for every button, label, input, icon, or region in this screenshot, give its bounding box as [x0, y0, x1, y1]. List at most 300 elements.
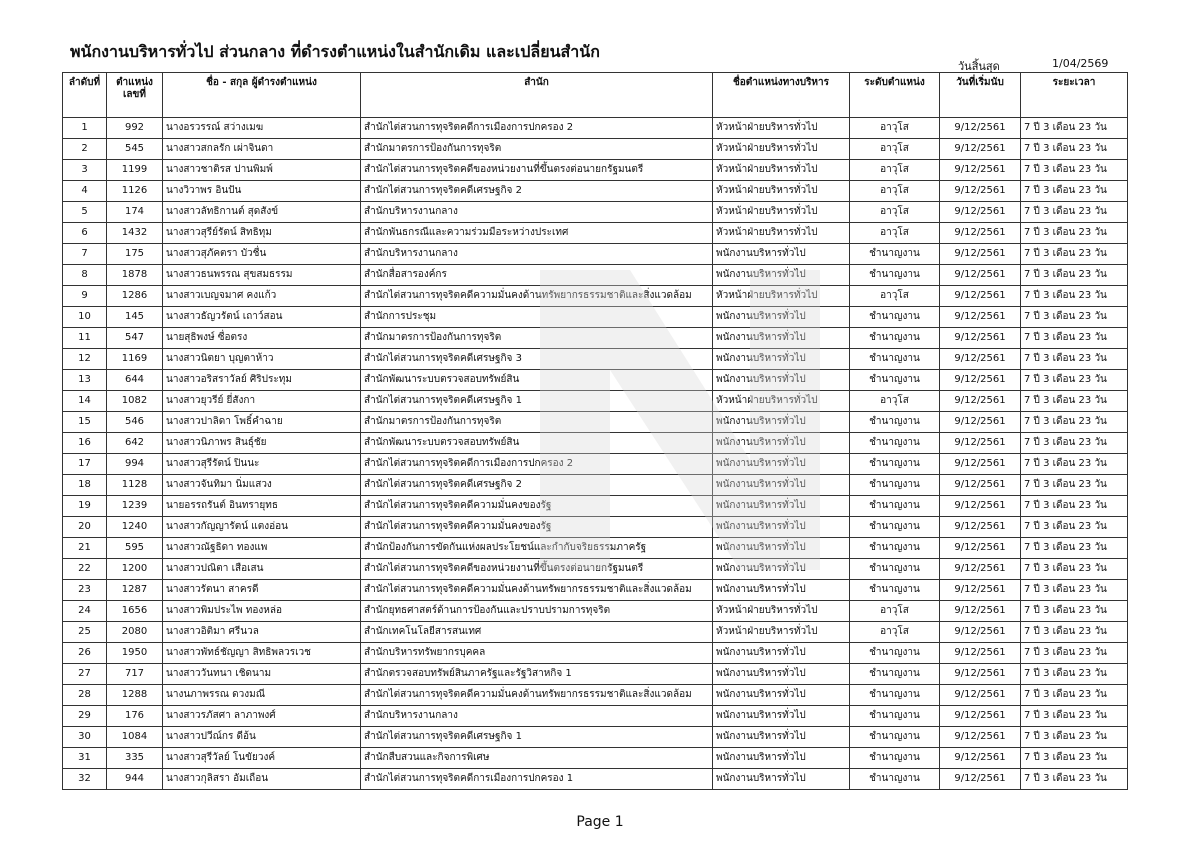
table-header-row: [63, 73, 1128, 118]
cell-name: นางสาวอริสราวัลย์ ศิริประทุม: [163, 370, 361, 391]
table-row: [63, 433, 1128, 454]
cell-no: 25: [63, 622, 107, 643]
cell-name: นางสาวสุภัคตรา บัวชื่น: [163, 244, 361, 265]
table-row: [63, 685, 1128, 706]
cell-name: นางอรวรรณ์ สว่างเมฆ: [163, 118, 361, 139]
cell-duration: 7 ปี 3 เดือน 23 วัน: [1021, 349, 1128, 370]
cell-duration: 7 ปี 3 เดือน 23 วัน: [1021, 517, 1128, 538]
table-row: [63, 370, 1128, 391]
cell-duration: 7 ปี 3 เดือน 23 วัน: [1021, 601, 1128, 622]
cell-level: ชำนาญงาน: [850, 664, 940, 685]
cell-position-number: 1084: [107, 727, 163, 748]
cell-start-date: 9/12/2561: [940, 223, 1021, 244]
table-row: [63, 538, 1128, 559]
table-row: [63, 706, 1128, 727]
cell-office: สำนักไต่สวนการทุจริตคดีเศรษฐกิจ 1: [361, 391, 713, 412]
cell-office: สำนักยุทธศาสตร์ด้านการป้องกันและปราบปรามการทุจริต: [361, 601, 713, 622]
cell-level: ชำนาญงาน: [850, 433, 940, 454]
cell-no: 1: [63, 118, 107, 139]
cell-level: อาวุโส: [850, 181, 940, 202]
table-row: [63, 769, 1128, 790]
cell-admin-position: หัวหน้าฝ่ายบริหารทั่วไป: [713, 202, 850, 223]
header-name: ชื่อ - สกุล ผู้ดำรงตำแหน่ง: [163, 73, 361, 118]
table-row: [63, 454, 1128, 475]
table-row: [63, 349, 1128, 370]
cell-position-number: 644: [107, 370, 163, 391]
cell-office: สำนักไต่สวนการทุจริตคดีการเมืองการปกครอง 1: [361, 769, 713, 790]
cell-admin-position: พนักงานบริหารทั่วไป: [713, 454, 850, 475]
cell-office: สำนักสืบสวนและกิจการพิเศษ: [361, 748, 713, 769]
cell-position-number: 1199: [107, 160, 163, 181]
table-row: [63, 286, 1128, 307]
cell-office: สำนักบริหารงานกลาง: [361, 244, 713, 265]
cell-duration: 7 ปี 3 เดือน 23 วัน: [1021, 244, 1128, 265]
cell-no: 3: [63, 160, 107, 181]
table-row: [63, 475, 1128, 496]
cell-admin-position: พนักงานบริหารทั่วไป: [713, 349, 850, 370]
cell-admin-position: หัวหน้าฝ่ายบริหารทั่วไป: [713, 139, 850, 160]
cell-position-number: 642: [107, 433, 163, 454]
cell-duration: 7 ปี 3 เดือน 23 วัน: [1021, 181, 1128, 202]
cell-duration: 7 ปี 3 เดือน 23 วัน: [1021, 328, 1128, 349]
cell-start-date: 9/12/2561: [940, 538, 1021, 559]
cell-duration: 7 ปี 3 เดือน 23 วัน: [1021, 496, 1128, 517]
cell-start-date: 9/12/2561: [940, 412, 1021, 433]
cell-name: นางสาวอิติมา ศรีนวล: [163, 622, 361, 643]
cell-no: 28: [63, 685, 107, 706]
cell-name: นางสาววันทนา เชิดนาม: [163, 664, 361, 685]
cell-duration: 7 ปี 3 เดือน 23 วัน: [1021, 685, 1128, 706]
cell-no: 22: [63, 559, 107, 580]
cell-level: ชำนาญงาน: [850, 454, 940, 475]
cell-start-date: 9/12/2561: [940, 559, 1021, 580]
cell-admin-position: หัวหน้าฝ่ายบริหารทั่วไป: [713, 181, 850, 202]
cell-no: 19: [63, 496, 107, 517]
cell-duration: 7 ปี 3 เดือน 23 วัน: [1021, 223, 1128, 244]
cell-duration: 7 ปี 3 เดือน 23 วัน: [1021, 580, 1128, 601]
cell-duration: 7 ปี 3 เดือน 23 วัน: [1021, 706, 1128, 727]
cell-admin-position: พนักงานบริหารทั่วไป: [713, 580, 850, 601]
cell-duration: 7 ปี 3 เดือน 23 วัน: [1021, 769, 1128, 790]
cell-start-date: 9/12/2561: [940, 244, 1021, 265]
cell-admin-position: พนักงานบริหารทั่วไป: [713, 559, 850, 580]
cell-office: สำนักพันธกรณีและความร่วมมือระหว่างประเทศ: [361, 223, 713, 244]
cell-start-date: 9/12/2561: [940, 664, 1021, 685]
table-row: [63, 559, 1128, 580]
cell-office: สำนักตรวจสอบทรัพย์สินภาครัฐและรัฐวิสาหกิจ 1: [361, 664, 713, 685]
cell-office: สำนักไต่สวนการทุจริตคดีเศรษฐกิจ 2: [361, 181, 713, 202]
header-duration: ระยะเวลา: [1021, 73, 1128, 118]
cell-admin-position: หัวหน้าฝ่ายบริหารทั่วไป: [713, 160, 850, 181]
cell-start-date: 9/12/2561: [940, 265, 1021, 286]
cell-name: นางสาวนิตยา บุญตาห้าว: [163, 349, 361, 370]
cell-no: 29: [63, 706, 107, 727]
cell-name: นางวิวาพร อินปัน: [163, 181, 361, 202]
cell-office: สำนักไต่สวนการทุจริตคดีเศรษฐกิจ 1: [361, 727, 713, 748]
cell-start-date: 9/12/2561: [940, 748, 1021, 769]
cell-name: นางสาวพิมประไพ ทองหล่อ: [163, 601, 361, 622]
cell-position-number: 1128: [107, 475, 163, 496]
cell-level: อาวุโส: [850, 286, 940, 307]
header-office: สำนัก: [361, 73, 713, 118]
cell-duration: 7 ปี 3 เดือน 23 วัน: [1021, 265, 1128, 286]
personnel-table: [62, 72, 1128, 790]
cell-office: สำนักบริหารงานกลาง: [361, 202, 713, 223]
cell-start-date: 9/12/2561: [940, 517, 1021, 538]
cell-name: นางสาวยุวรีย์ ยี่สังกา: [163, 391, 361, 412]
cell-admin-position: พนักงานบริหารทั่วไป: [713, 475, 850, 496]
cell-admin-position: พนักงานบริหารทั่วไป: [713, 727, 850, 748]
cell-position-number: 944: [107, 769, 163, 790]
cell-level: ชำนาญงาน: [850, 685, 940, 706]
cell-duration: 7 ปี 3 เดือน 23 วัน: [1021, 139, 1128, 160]
cell-name: นางสาวนิภาพร สินธุ์ชัย: [163, 433, 361, 454]
cell-start-date: 9/12/2561: [940, 601, 1021, 622]
cell-name: นางสาวลัทธิกานต์ สุดสังข์: [163, 202, 361, 223]
cell-no: 7: [63, 244, 107, 265]
cell-level: อาวุโส: [850, 601, 940, 622]
cell-admin-position: หัวหน้าฝ่ายบริหารทั่วไป: [713, 286, 850, 307]
table-row: [63, 244, 1128, 265]
cell-office: สำนักบริหารทรัพยากรบุคคล: [361, 643, 713, 664]
cell-duration: 7 ปี 3 เดือน 23 วัน: [1021, 475, 1128, 496]
cell-level: อาวุโส: [850, 118, 940, 139]
cell-duration: 7 ปี 3 เดือน 23 วัน: [1021, 664, 1128, 685]
cell-office: สำนักไต่สวนการทุจริตคดีความมั่นคงด้านทรัพยากรธรรมชาติและสิ่งแวดล้อม: [361, 286, 713, 307]
cell-start-date: 9/12/2561: [940, 286, 1021, 307]
table-row: [63, 664, 1128, 685]
cell-admin-position: พนักงานบริหารทั่วไป: [713, 685, 850, 706]
table-row: [63, 580, 1128, 601]
cell-admin-position: พนักงานบริหารทั่วไป: [713, 307, 850, 328]
cell-position-number: 1126: [107, 181, 163, 202]
table-row: [63, 307, 1128, 328]
table-row: [63, 622, 1128, 643]
table-row: [63, 601, 1128, 622]
table-row: [63, 118, 1128, 139]
cell-admin-position: พนักงานบริหารทั่วไป: [713, 664, 850, 685]
cell-name: นางสาวปวีณ์กร ดีอ้น: [163, 727, 361, 748]
as-of-value: 1/04/2569: [1052, 57, 1109, 70]
cell-start-date: 9/12/2561: [940, 202, 1021, 223]
cell-admin-position: พนักงานบริหารทั่วไป: [713, 769, 850, 790]
table-row: [63, 727, 1128, 748]
cell-no: 8: [63, 265, 107, 286]
cell-office: สำนักไต่สวนการทุจริตคดีความมั่นคงด้านทรัพยากรธรรมชาติและสิ่งแวดล้อม: [361, 580, 713, 601]
cell-level: ชำนาญงาน: [850, 727, 940, 748]
cell-position-number: 1082: [107, 391, 163, 412]
cell-position-number: 1656: [107, 601, 163, 622]
cell-name: นางสาวสุรีวัลย์ โนขัยวงค์: [163, 748, 361, 769]
cell-office: สำนักการประชุม: [361, 307, 713, 328]
cell-position-number: 335: [107, 748, 163, 769]
cell-position-number: 2080: [107, 622, 163, 643]
cell-office: สำนักไต่สวนการทุจริตคดีเศรษฐกิจ 3: [361, 349, 713, 370]
cell-position-number: 1288: [107, 685, 163, 706]
cell-position-number: 174: [107, 202, 163, 223]
table-row: [63, 391, 1128, 412]
cell-office: สำนักไต่สวนการทุจริตคดีความมั่นคงของรัฐ: [361, 496, 713, 517]
table-row: [63, 748, 1128, 769]
cell-duration: 7 ปี 3 เดือน 23 วัน: [1021, 160, 1128, 181]
cell-admin-position: หัวหน้าฝ่ายบริหารทั่วไป: [713, 118, 850, 139]
cell-office: สำนักไต่สวนการทุจริตคดีความมั่นคงของรัฐ: [361, 517, 713, 538]
cell-no: 32: [63, 769, 107, 790]
cell-name: นางสาวปณิตา เสือเสน: [163, 559, 361, 580]
cell-start-date: 9/12/2561: [940, 328, 1021, 349]
header-level: ระดับตำแหน่ง: [850, 73, 940, 118]
cell-start-date: 9/12/2561: [940, 580, 1021, 601]
header-start-date: วันที่เริ่มนับ: [940, 73, 1021, 118]
header-position-number: ตำแหน่ง เลขที่: [107, 73, 163, 118]
cell-name: นางสาวสุรีย์รัตน์ สิทธิทุม: [163, 223, 361, 244]
cell-start-date: 9/12/2561: [940, 181, 1021, 202]
cell-start-date: 9/12/2561: [940, 370, 1021, 391]
table-row: [63, 139, 1128, 160]
cell-office: สำนักไต่สวนการทุจริตคดีเศรษฐกิจ 2: [361, 475, 713, 496]
cell-no: 10: [63, 307, 107, 328]
cell-position-number: 1200: [107, 559, 163, 580]
cell-admin-position: พนักงานบริหารทั่วไป: [713, 706, 850, 727]
cell-name: นางสาวเบญจมาศ คงแก้ว: [163, 286, 361, 307]
table-row: [63, 160, 1128, 181]
header-admin-position: ชื่อตำแหน่งทางบริหาร: [713, 73, 850, 118]
cell-name: นางสาวชาติรส ปานพิมพ์: [163, 160, 361, 181]
cell-office: สำนักมาตรการป้องกันการทุจริต: [361, 328, 713, 349]
cell-start-date: 9/12/2561: [940, 706, 1021, 727]
cell-level: อาวุโส: [850, 622, 940, 643]
cell-position-number: 1950: [107, 643, 163, 664]
cell-no: 15: [63, 412, 107, 433]
cell-name: นางสาวธัญวรัตน์ เถาว์สอน: [163, 307, 361, 328]
cell-admin-position: พนักงานบริหารทั่วไป: [713, 412, 850, 433]
table-row: [63, 517, 1128, 538]
cell-start-date: 9/12/2561: [940, 454, 1021, 475]
cell-office: สำนักมาตรการป้องกันการทุจริต: [361, 412, 713, 433]
cell-no: 30: [63, 727, 107, 748]
cell-duration: 7 ปี 3 เดือน 23 วัน: [1021, 559, 1128, 580]
cell-position-number: 1286: [107, 286, 163, 307]
cell-start-date: 9/12/2561: [940, 496, 1021, 517]
cell-duration: 7 ปี 3 เดือน 23 วัน: [1021, 538, 1128, 559]
cell-name: นางสาวรัตนา สาครดี: [163, 580, 361, 601]
cell-level: อาวุโส: [850, 391, 940, 412]
cell-start-date: 9/12/2561: [940, 769, 1021, 790]
cell-no: 12: [63, 349, 107, 370]
cell-position-number: 1432: [107, 223, 163, 244]
table-row: [63, 412, 1128, 433]
cell-start-date: 9/12/2561: [940, 433, 1021, 454]
cell-no: 21: [63, 538, 107, 559]
table-row: [63, 181, 1128, 202]
cell-no: 18: [63, 475, 107, 496]
cell-admin-position: พนักงานบริหารทั่วไป: [713, 517, 850, 538]
cell-name: นางสาวสุรีรัตน์ ปินนะ: [163, 454, 361, 475]
table-row: [63, 643, 1128, 664]
cell-level: ชำนาญงาน: [850, 307, 940, 328]
cell-duration: 7 ปี 3 เดือน 23 วัน: [1021, 370, 1128, 391]
cell-office: สำนักป้องกันการขัดกันแห่งผลประโยชน์และกำกับจริยธรรมภาครัฐ: [361, 538, 713, 559]
cell-admin-position: พนักงานบริหารทั่วไป: [713, 244, 850, 265]
cell-name: นางสาวกัญญารัตน์ แตงอ่อน: [163, 517, 361, 538]
cell-admin-position: หัวหน้าฝ่ายบริหารทั่วไป: [713, 223, 850, 244]
cell-position-number: 1240: [107, 517, 163, 538]
cell-level: ชำนาญงาน: [850, 328, 940, 349]
page-number: Page 1: [576, 814, 624, 830]
cell-start-date: 9/12/2561: [940, 349, 1021, 370]
cell-no: 9: [63, 286, 107, 307]
cell-position-number: 547: [107, 328, 163, 349]
cell-no: 14: [63, 391, 107, 412]
cell-no: 4: [63, 181, 107, 202]
cell-start-date: 9/12/2561: [940, 160, 1021, 181]
cell-office: สำนักไต่สวนการทุจริตคดีของหน่วยงานที่ขึ้นตรงต่อนายกรัฐมนตรี: [361, 559, 713, 580]
cell-no: 26: [63, 643, 107, 664]
cell-no: 17: [63, 454, 107, 475]
cell-no: 20: [63, 517, 107, 538]
cell-position-number: 992: [107, 118, 163, 139]
cell-admin-position: พนักงานบริหารทั่วไป: [713, 433, 850, 454]
cell-no: 24: [63, 601, 107, 622]
cell-name: นางนภาพรรณ ดวงมณี: [163, 685, 361, 706]
table-row: [63, 265, 1128, 286]
cell-level: ชำนาญงาน: [850, 265, 940, 286]
cell-office: สำนักบริหารงานกลาง: [361, 706, 713, 727]
cell-duration: 7 ปี 3 เดือน 23 วัน: [1021, 391, 1128, 412]
cell-name: นางสาวกุลิสรา อัมเถือน: [163, 769, 361, 790]
cell-no: 27: [63, 664, 107, 685]
cell-office: สำนักสื่อสารองค์กร: [361, 265, 713, 286]
cell-start-date: 9/12/2561: [940, 643, 1021, 664]
cell-position-number: 175: [107, 244, 163, 265]
cell-admin-position: พนักงานบริหารทั่วไป: [713, 265, 850, 286]
cell-position-number: 595: [107, 538, 163, 559]
cell-start-date: 9/12/2561: [940, 622, 1021, 643]
table-row: [63, 202, 1128, 223]
cell-duration: 7 ปี 3 เดือน 23 วัน: [1021, 748, 1128, 769]
cell-duration: 7 ปี 3 เดือน 23 วัน: [1021, 412, 1128, 433]
cell-position-number: 1169: [107, 349, 163, 370]
cell-start-date: 9/12/2561: [940, 727, 1021, 748]
cell-name: นางสาวสกลรัก เผ่าจินดา: [163, 139, 361, 160]
cell-no: 13: [63, 370, 107, 391]
table-row: [63, 328, 1128, 349]
cell-position-number: 546: [107, 412, 163, 433]
cell-level: อาวุโส: [850, 139, 940, 160]
cell-start-date: 9/12/2561: [940, 118, 1021, 139]
cell-duration: 7 ปี 3 เดือน 23 วัน: [1021, 118, 1128, 139]
cell-office: สำนักพัฒนาระบบตรวจสอบทรัพย์สิน: [361, 433, 713, 454]
cell-name: นางสาวธนพรรณ สุขสมธรรม: [163, 265, 361, 286]
cell-level: ชำนาญงาน: [850, 748, 940, 769]
cell-position-number: 1878: [107, 265, 163, 286]
cell-admin-position: พนักงานบริหารทั่วไป: [713, 328, 850, 349]
cell-level: ชำนาญงาน: [850, 496, 940, 517]
cell-level: ชำนาญงาน: [850, 559, 940, 580]
cell-level: ชำนาญงาน: [850, 769, 940, 790]
cell-no: 6: [63, 223, 107, 244]
cell-admin-position: หัวหน้าฝ่ายบริหารทั่วไป: [713, 601, 850, 622]
cell-name: นายอรรถรันต์ อินทรายุทธ: [163, 496, 361, 517]
cell-position-number: 1239: [107, 496, 163, 517]
cell-level: ชำนาญงาน: [850, 475, 940, 496]
cell-name: นายสุธิพงษ์ ซื่อตรง: [163, 328, 361, 349]
cell-office: สำนักไต่สวนการทุจริตคดีของหน่วยงานที่ขึ้นตรงต่อนายกรัฐมนตรี: [361, 160, 713, 181]
cell-no: 31: [63, 748, 107, 769]
cell-no: 23: [63, 580, 107, 601]
cell-duration: 7 ปี 3 เดือน 23 วัน: [1021, 454, 1128, 475]
cell-start-date: 9/12/2561: [940, 307, 1021, 328]
cell-position-number: 545: [107, 139, 163, 160]
cell-name: นางสาวจันทิมา นิ่มแสวง: [163, 475, 361, 496]
cell-name: นางสาวณัฐธิดา ทองแพ: [163, 538, 361, 559]
cell-office: สำนักพัฒนาระบบตรวจสอบทรัพย์สิน: [361, 370, 713, 391]
cell-name: นางสาวพัทธ์ชัญญา สิทธิพลวรเวช: [163, 643, 361, 664]
cell-position-number: 717: [107, 664, 163, 685]
cell-start-date: 9/12/2561: [940, 139, 1021, 160]
cell-no: 2: [63, 139, 107, 160]
document-title: พนักงานบริหารทั่วไป ส่วนกลาง ที่ดำรงตำแหน่งในสำนักเดิม และเปลี่ยนสำนัก: [70, 42, 600, 61]
cell-position-number: 145: [107, 307, 163, 328]
cell-office: สำนักไต่สวนการทุจริตคดีการเมืองการปกครอง 2: [361, 454, 713, 475]
cell-name: นางสาวปาลิดา โพธิ์คำฉาย: [163, 412, 361, 433]
cell-admin-position: พนักงานบริหารทั่วไป: [713, 643, 850, 664]
cell-level: อาวุโส: [850, 160, 940, 181]
cell-position-number: 1287: [107, 580, 163, 601]
cell-level: ชำนาญงาน: [850, 643, 940, 664]
cell-level: ชำนาญงาน: [850, 580, 940, 601]
cell-admin-position: หัวหน้าฝ่ายบริหารทั่วไป: [713, 622, 850, 643]
cell-no: 11: [63, 328, 107, 349]
cell-level: ชำนาญงาน: [850, 412, 940, 433]
cell-duration: 7 ปี 3 เดือน 23 วัน: [1021, 286, 1128, 307]
cell-duration: 7 ปี 3 เดือน 23 วัน: [1021, 202, 1128, 223]
cell-level: ชำนาญงาน: [850, 349, 940, 370]
cell-duration: 7 ปี 3 เดือน 23 วัน: [1021, 643, 1128, 664]
table-row: [63, 223, 1128, 244]
cell-position-number: 994: [107, 454, 163, 475]
cell-start-date: 9/12/2561: [940, 685, 1021, 706]
cell-duration: 7 ปี 3 เดือน 23 วัน: [1021, 307, 1128, 328]
cell-duration: 7 ปี 3 เดือน 23 วัน: [1021, 727, 1128, 748]
cell-office: สำนักมาตรการป้องกันการทุจริต: [361, 139, 713, 160]
cell-admin-position: พนักงานบริหารทั่วไป: [713, 496, 850, 517]
cell-office: สำนักเทคโนโลยีสารสนเทศ: [361, 622, 713, 643]
cell-level: ชำนาญงาน: [850, 706, 940, 727]
cell-admin-position: หัวหน้าฝ่ายบริหารทั่วไป: [713, 391, 850, 412]
table-row: [63, 496, 1128, 517]
cell-admin-position: พนักงานบริหารทั่วไป: [713, 538, 850, 559]
cell-admin-position: พนักงานบริหารทั่วไป: [713, 370, 850, 391]
cell-duration: 7 ปี 3 เดือน 23 วัน: [1021, 622, 1128, 643]
cell-level: อาวุโส: [850, 223, 940, 244]
cell-position-number: 176: [107, 706, 163, 727]
cell-start-date: 9/12/2561: [940, 475, 1021, 496]
cell-level: อาวุโส: [850, 202, 940, 223]
cell-level: ชำนาญงาน: [850, 538, 940, 559]
cell-level: ชำนาญงาน: [850, 370, 940, 391]
cell-level: ชำนาญงาน: [850, 244, 940, 265]
cell-admin-position: พนักงานบริหารทั่วไป: [713, 748, 850, 769]
cell-no: 16: [63, 433, 107, 454]
as-of-label: วันสิ้นสุด: [958, 60, 1000, 73]
cell-start-date: 9/12/2561: [940, 391, 1021, 412]
cell-name: นางสาวรภัสศา ลาภาพงศ์: [163, 706, 361, 727]
cell-office: สำนักไต่สวนการทุจริตคดีการเมืองการปกครอง 2: [361, 118, 713, 139]
cell-level: ชำนาญงาน: [850, 517, 940, 538]
header-no: ลำดับที่: [63, 73, 107, 118]
cell-duration: 7 ปี 3 เดือน 23 วัน: [1021, 433, 1128, 454]
